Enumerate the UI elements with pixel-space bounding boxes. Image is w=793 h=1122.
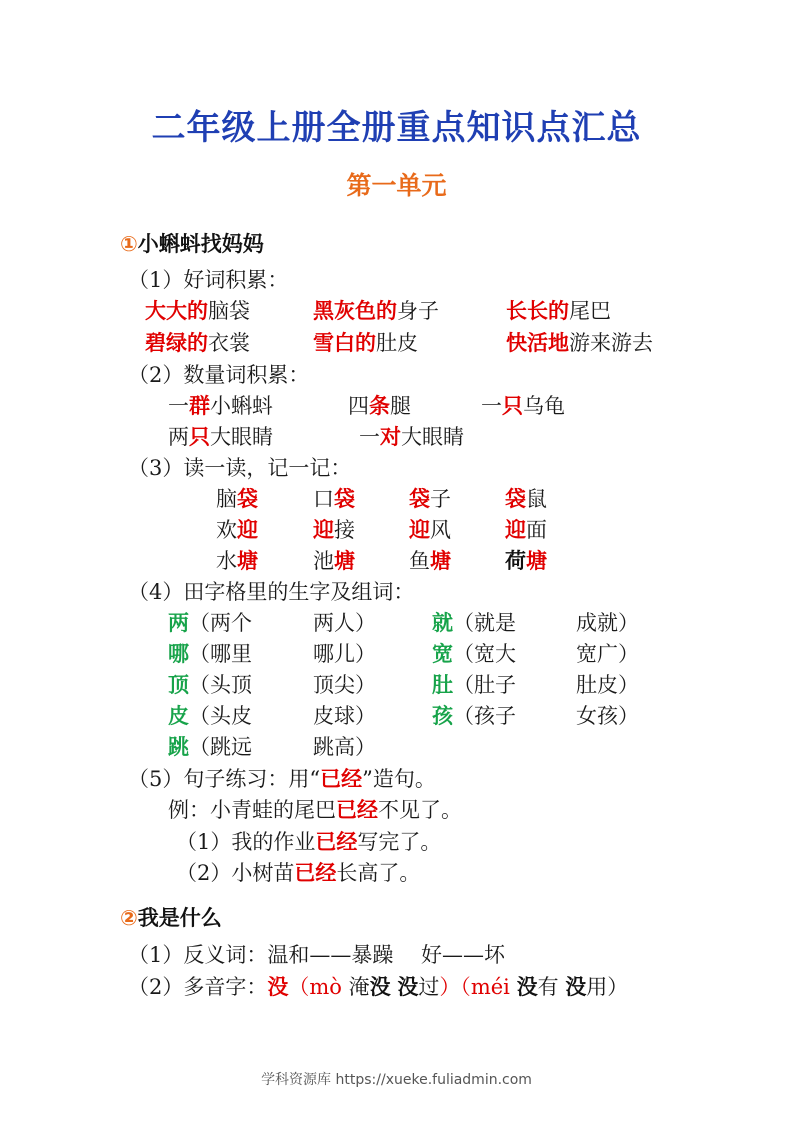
section-3-heading: （3）读一读，记一记： — [128, 456, 352, 480]
measure-word: 一只乌龟 — [481, 394, 565, 418]
read-word: 荷塘 — [505, 549, 547, 573]
section-2-heading: （2）数量词积累： — [128, 363, 310, 387]
footer-source: 学科资源库 https://xueke.fuliadmin.com — [261, 1072, 532, 1088]
lesson-number: ① — [120, 232, 138, 256]
read-word: 迎风 — [409, 518, 451, 542]
lesson-name: 小蝌蚪找妈妈 — [137, 232, 264, 256]
unit-heading: 第一单元 — [346, 171, 447, 200]
char-word: 皮球） — [313, 704, 376, 728]
read-word: 口袋 — [313, 487, 355, 511]
char-entry: 孩（孩子 — [432, 704, 516, 728]
read-word: 欢迎 — [216, 518, 258, 542]
good-word: 快活地游来游去 — [506, 331, 653, 355]
good-word: 长长的尾巴 — [506, 299, 611, 323]
polyphone-line: （2）多音字：没（mò 淹没 没过）（méi 没有 没用） — [128, 975, 629, 999]
practice-sentence: （1）我的作业已经写完了。 — [176, 830, 442, 854]
char-entry: 两（两个 — [168, 611, 252, 635]
read-word: 迎接 — [313, 518, 355, 542]
lesson-1-heading — [120, 228, 264, 258]
read-word: 水塘 — [216, 549, 258, 573]
section-5-heading: （5）句子练习：用“已经”造句。 — [128, 767, 436, 791]
lesson-name: 我是什么 — [137, 906, 222, 930]
practice-sentence: （2）小树苗已经长高了。 — [176, 861, 421, 885]
char-word: 女孩） — [576, 704, 639, 728]
good-word: 黑灰色的身子 — [313, 299, 439, 323]
char-entry: 肚（肚子 — [432, 673, 516, 697]
char-word: 肚皮） — [576, 673, 639, 697]
read-word: 脑袋 — [216, 487, 258, 511]
char-word: 哪儿） — [313, 642, 376, 666]
char-word: 成就） — [576, 611, 639, 635]
char-entry: 就（就是 — [432, 611, 516, 635]
char-word: 宽广） — [576, 642, 639, 666]
char-word: 顶尖） — [313, 673, 376, 697]
good-word: 雪白的肚皮 — [313, 331, 418, 355]
good-word: 碧绿的衣裳 — [145, 331, 250, 355]
read-word: 袋子 — [409, 487, 451, 511]
read-word: 迎面 — [505, 518, 547, 542]
char-entry: 哪（哪里 — [168, 642, 252, 666]
char-entry: 跳（跳远 — [168, 735, 252, 759]
page-title: 二年级上册全册重点知识点汇总 — [151, 108, 642, 148]
measure-word: 一对大眼睛 — [359, 425, 464, 449]
lesson-number: ② — [120, 906, 138, 930]
char-entry: 顶（头顶 — [168, 673, 252, 697]
antonym-line: （1）反义词：温和——暴躁 好——坏 — [128, 943, 506, 967]
measure-word: 四条腿 — [348, 394, 411, 418]
measure-word: 两只大眼睛 — [168, 425, 273, 449]
example-sentence: 例：小青蛙的尾巴已经不见了。 — [168, 798, 462, 822]
section-4-heading: （4）田字格里的生字及组词： — [128, 580, 415, 604]
read-word: 鱼塘 — [409, 549, 451, 573]
char-entry: 皮（头皮 — [168, 704, 252, 728]
lesson-2-heading — [120, 902, 222, 932]
measure-word: 一群小蝌蚪 — [168, 394, 273, 418]
char-word: 两人） — [313, 611, 376, 635]
read-word: 袋鼠 — [505, 487, 547, 511]
section-1-heading: （1）好词积累： — [128, 268, 289, 292]
char-entry: 宽（宽大 — [432, 642, 516, 666]
read-word: 池塘 — [313, 549, 355, 573]
good-word: 大大的脑袋 — [145, 299, 250, 323]
char-word: 跳高） — [313, 735, 376, 759]
